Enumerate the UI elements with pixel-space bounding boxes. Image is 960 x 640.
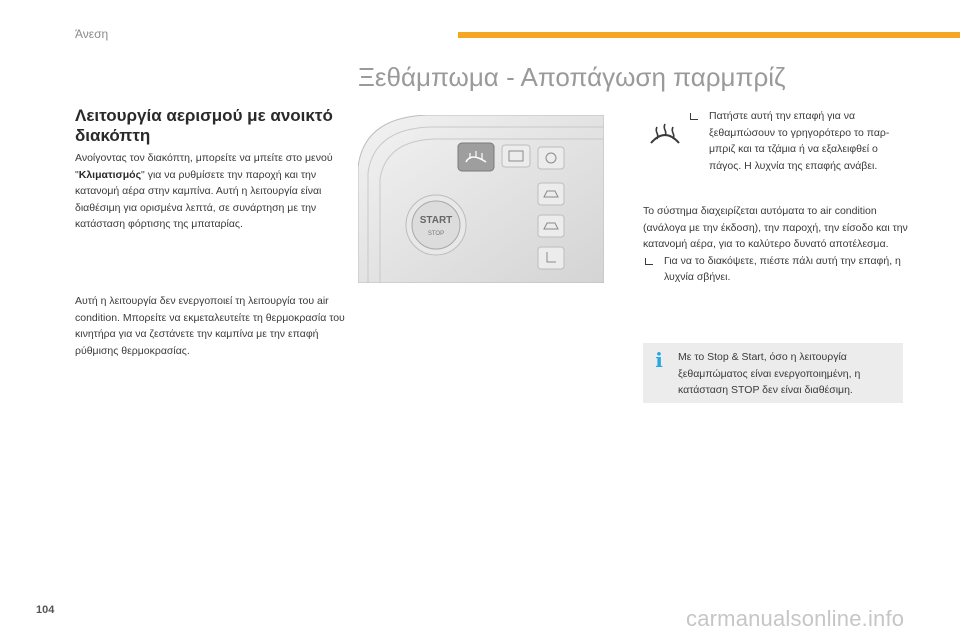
paragraph-text-end: " για να ρυθμίσετε την παροχή και την κατανομή αέρα στην καμπίνα. Αυτή η λειτουργία είναι διαθέσιμη για ορισμένα λεπτά, σε συνάρτηση με την κατάσταση φόρτισης της μπαταρίας. [75, 168, 322, 230]
paragraph-ventilation [75, 150, 350, 233]
page-number: 104 [36, 604, 55, 616]
paragraph-text-start: Ανοίγοντας τον διακόπτη, μπορείτε να μπείτε στο μενού " [75, 152, 333, 181]
page-title: Ξεθάμπωμα - Αποπάγωση παρμπρίζ [358, 62, 786, 92]
right-column-text [643, 203, 908, 286]
windshield-defrost-icon [648, 121, 682, 149]
info-note-text: Με το Stop & Start, όσο η λειτουργία ξεθαμπώματος είναι ενεργοποιημένη, η κατάσταση STOP δεν είναι διαθέσιμη. [678, 351, 861, 396]
menu-keyword: Κλιματισμός [78, 168, 142, 181]
bullet-press-button [688, 108, 908, 174]
panel-car-button [538, 215, 564, 237]
paragraph-aircon-note: Αυτή η λειτουργία δεν ενεργοποιεί τη λειτουργία του air condition. Μπορείτε να εκμεταλευτείτε τη θερμοκρασία του κινητήρα για να ζεστάνετε την καμπίνα με την επαφή ρύθμισης θερμοκρασίας. [75, 295, 345, 357]
panel-stop-label: STOP [427, 231, 445, 237]
bullet-text-1: Πατήστε αυτή την επαφή για να ξεθαμπώσουν το γρηγορότερο το παρ-μπριζ και τα τζάμια ή να εξαλειφθεί ο πάγος. Η λυχνία της επαφής ανάβει. [688, 108, 908, 174]
control-panel-illustration [358, 115, 604, 283]
panel-recirc-button [538, 183, 564, 205]
paragraph-auto-system: Το σύστημα διαχειρίζεται αυτόματα το air condition (ανάλογα με την έκδοση), την παροχή, την είσοδο και την κατανομή αέρα, για το καλύτερο δυνατό αποτέλεσμα. [643, 205, 908, 250]
site-watermark: carmanualsonline.info [686, 606, 905, 631]
panel-rear-defrost-button [502, 145, 530, 167]
bullet-text-2: Για να το διακόψετε, πιέστε πάλι αυτή την επαφή, η λυχνία σβήνει. [643, 253, 908, 286]
panel-fan-button [538, 147, 564, 169]
header-accent-bar [458, 32, 960, 38]
section-subheading: Λειτουργία αερισμού με ανοικτό διακόπτη [75, 106, 333, 145]
info-icon: i [655, 348, 663, 372]
section-label: Άνεση [75, 27, 109, 41]
panel-defrost-button [458, 143, 494, 171]
panel-seat-button [538, 247, 564, 269]
panel-start-label: START [419, 215, 453, 226]
panel-start-stop-button [406, 195, 466, 255]
